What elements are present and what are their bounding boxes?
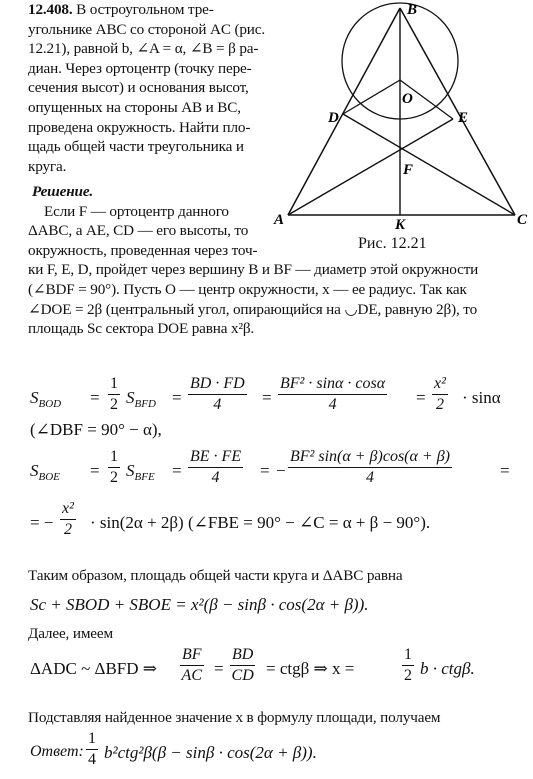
label-c: C	[517, 212, 528, 228]
frac-bf-ac: $\frac{BF}{AC}$	[181, 646, 202, 684]
solution-line-1: Если F — ортоцентр данного	[44, 202, 229, 220]
label-f: F	[403, 162, 414, 178]
thus-line: Таким образом, площадь общей части круга и ΔABC равна	[28, 567, 403, 584]
answer-label: Ответ:	[30, 743, 84, 760]
problem-text	[28, 0, 265, 176]
solution-line-3: окружность, проведенная через точ-	[28, 241, 258, 259]
s-bod-symbol: S	[30, 388, 39, 407]
label-o: O	[402, 91, 413, 107]
formula-bod-note: (∠DBF = 90° − α),	[30, 420, 162, 439]
problem-line-9: круга.	[28, 157, 67, 175]
figure-12-21	[270, 0, 533, 250]
solution-line-4: ки F, E, D, пройдет через вершину B и BF — диаметр этой окружности	[28, 261, 479, 279]
label-k: K	[395, 217, 406, 233]
frac-half: $\frac{1}{2}$	[110, 375, 118, 413]
substitute-line: Подставляя найденное значение x в формулу площади, получаем	[28, 709, 441, 726]
frac-bf2-sin-cos: $\frac{\text{BF² · sinα · cosα}}{4}$	[280, 375, 386, 413]
altitude-ae	[288, 119, 453, 215]
frac-be-fe: $\frac{BE \cdot FE}{4}$	[190, 448, 242, 486]
solution-heading: Решение.	[32, 183, 94, 200]
problem-line-7: проведена окружность. Найти пло-	[28, 118, 251, 136]
label-b: B	[407, 2, 418, 18]
frac-bd-fd: $\frac{BD \cdot FD}{4}$	[190, 375, 245, 413]
problem-line-2: угольнике ABC со стороной AC (рис.	[28, 20, 266, 38]
solution-line-7: площадь Sc сектора DOE равна x²β.	[28, 320, 255, 338]
altitude-cd	[343, 114, 515, 215]
further-line: Далее, имеем	[28, 625, 113, 642]
solution-line-5: (∠BDF = 90°). Пусть O — центр окружности, x — ее радиус. Так как	[28, 280, 467, 298]
label-a: A	[274, 212, 285, 228]
problem-line-3: 12.21), равной b, ∠A = α, ∠B = β ра-	[28, 40, 259, 58]
frac-one-quarter: $\frac{1}{4}$	[88, 730, 96, 768]
label-d: D	[328, 110, 339, 126]
solution-line-2: ΔABC, а AE, CD — его высоты, то	[28, 222, 249, 240]
solution-line-6: ∠DOE = 2β (центральный угол, опирающийся на ◡DE, равную 2β), то	[28, 300, 478, 318]
side-ab	[288, 8, 400, 215]
frac-bf2-sin-cos-sum: $\frac{\text{BF² sin(α + β)cos(α + β)}}{4}$	[290, 448, 450, 486]
s-boe-symbol: S	[30, 461, 39, 480]
figure-caption: Рис. 12.21	[358, 235, 427, 252]
problem-line-1: 12.408. В остроугольном тре-	[28, 1, 214, 18]
frac-half-2: $\frac{1}{2}$	[110, 448, 118, 486]
problem-line-4: диан. Через ортоцентр (точку пере-	[28, 59, 252, 77]
problem-number: 12.408.	[28, 1, 73, 18]
label-e: E	[458, 110, 469, 126]
problem-line-6: опущенных на стороны AB и BC,	[28, 98, 241, 116]
problem-line-5: сечения высот) и основания высот,	[28, 79, 249, 97]
frac-x2-2-b: $\frac{\text{x²}}{2}$	[62, 500, 74, 538]
sum-formula: Sc + SBOD + SBOE = x²(β − sinβ · cos(2α + β)).	[30, 595, 369, 614]
frac-bd-cd: $\frac{BD}{CD}$	[231, 646, 254, 684]
frac-x2-2: $\frac{\text{x²}}{2}$	[434, 375, 446, 413]
frac-one-half: $\frac{1}{2}$	[404, 646, 412, 684]
problem-line-8: щадь общей части треугольника и	[28, 138, 244, 156]
